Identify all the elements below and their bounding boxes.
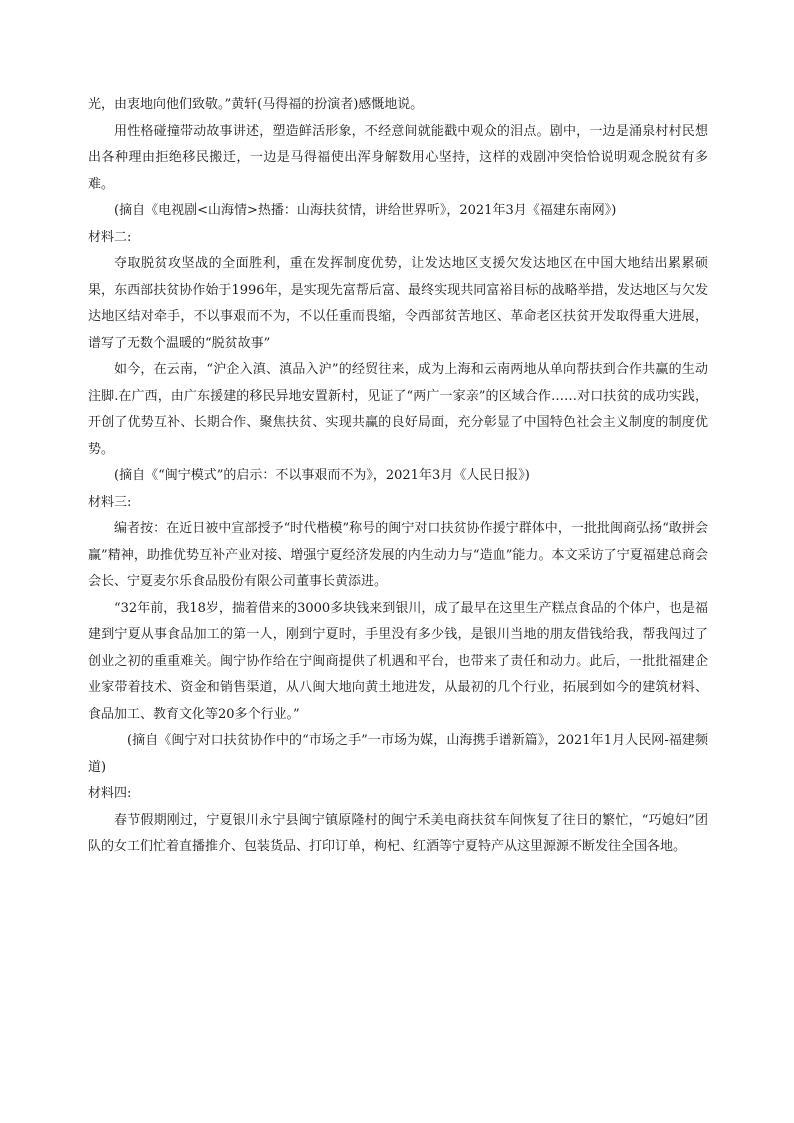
material-three-heading: 材料三: — [88, 494, 132, 510]
material-four-heading: 材料四: — [88, 786, 132, 801]
material-two-heading: 材料二: — [88, 229, 132, 245]
paragraph-editor-note: 编者按：在近日被中宣部授予“时代楷模”称号的闽宁对口扶贫协作援宁群体中，一批批闽商弘扬“敢拼会赢”精神，助推优势互补产业对接、增强宁夏经济发展的内生动力与“造血”能力。本文采访了宁夏福建总商会会长、宁夏麦尔乐食品股份有限公司董事长黄添进。 — [88, 521, 708, 589]
paragraph-regional-cooperation: 如今，在云南，“沪企入滇、滇品入沪”的经贸往来，成为上海和云南两地从单向帮扶到合作共赢的生动注脚.在广西，由广东援建的移民异地安置新村，见证了“两广一家亲”的区域合作……对口扶贫的成功实践，开创了优势互补、长期合作、聚焦扶贫、实现共赢的良好局面，充分彰显了中国特色社会主义制度的制度优势。 — [88, 362, 708, 457]
paragraph-interview-quote: “32年前，我18岁，揣着借来的3000多块钱来到银川，成了最早在这里生产糕点食品的个体户，也是福建到宁夏从事食品加工的第一人，刚到宁夏时，手里没有多少钱，是银川当地的朋友借钱给我，帮我闯过了创业之初的重重难关。闽宁协作给在宁闽商提供了机遇和平台，也带来了责任和动力。此后，一批批福建企业家带着技术、资金和销售渠道，从八闽大地向黄土地进发，从最初的几个行业，拓展到如今的建筑材料、食品加工、教育文化等20多个行业。” — [88, 600, 708, 722]
paragraph-drama-conflict: 用性格碰撞带动故事讲述，塑造鲜活形象，不经意间就能戳中观众的泪点。剧中，一边是涌泉村村民想出各种理由拒绝移民搬迁，一边是马得福使出浑身解数用心坚持，这样的戏剧冲突恰恰说明观念脱贫有多难。 — [88, 123, 708, 192]
source-citation-3: (摘自《闽宁对口扶贫协作中的“市场之手”一市场为媒，山海携手谱新篇》，2021年1月人民网-福建频道) — [88, 733, 708, 775]
source-citation-1: (摘自《电视剧<山海情>热播：山海扶贫情，讲给世界听》，2021年3月《福建东南网》) — [114, 203, 617, 218]
paragraph-institutional-advantage: 夺取脱贫攻坚战的全面胜利，重在发挥制度优势，让发达地区支援欠发达地区在中国大地结出累累硕果，东西部扶贫协作始于1996年，是实现先富帮后富、最终实现共同富裕目标的战略举措，发达地区与欠发达地区结对牵手，不以事艰而不为，不以任重而畏缩，令西部贫苦地区、革命老区扶贫开发取得重大进展，谱写了无数个温暖的“脱贫故事” — [88, 256, 708, 351]
paragraph-ecommerce-workshop: 春节假期刚过，宁夏银川永宁县闽宁镇原隆村的闽宁禾美电商扶贫车间恢复了往日的繁忙，“巧媳妇”团队的女工们忙着直播推介、包装货品、打印订单，枸杞、红酒等宁夏特产从这里源源不断发往全国各地。 — [88, 812, 708, 854]
source-citation-2: (摘自《“闽宁模式”的启示：不以事艰而不为》，2021年3月《人民日报》) — [114, 468, 530, 483]
continuation-paragraph: 光，由衷地向他们致敬。”黄轩(马得福的扮演者)感慨地说。 — [88, 97, 424, 112]
document-page — [88, 92, 708, 861]
